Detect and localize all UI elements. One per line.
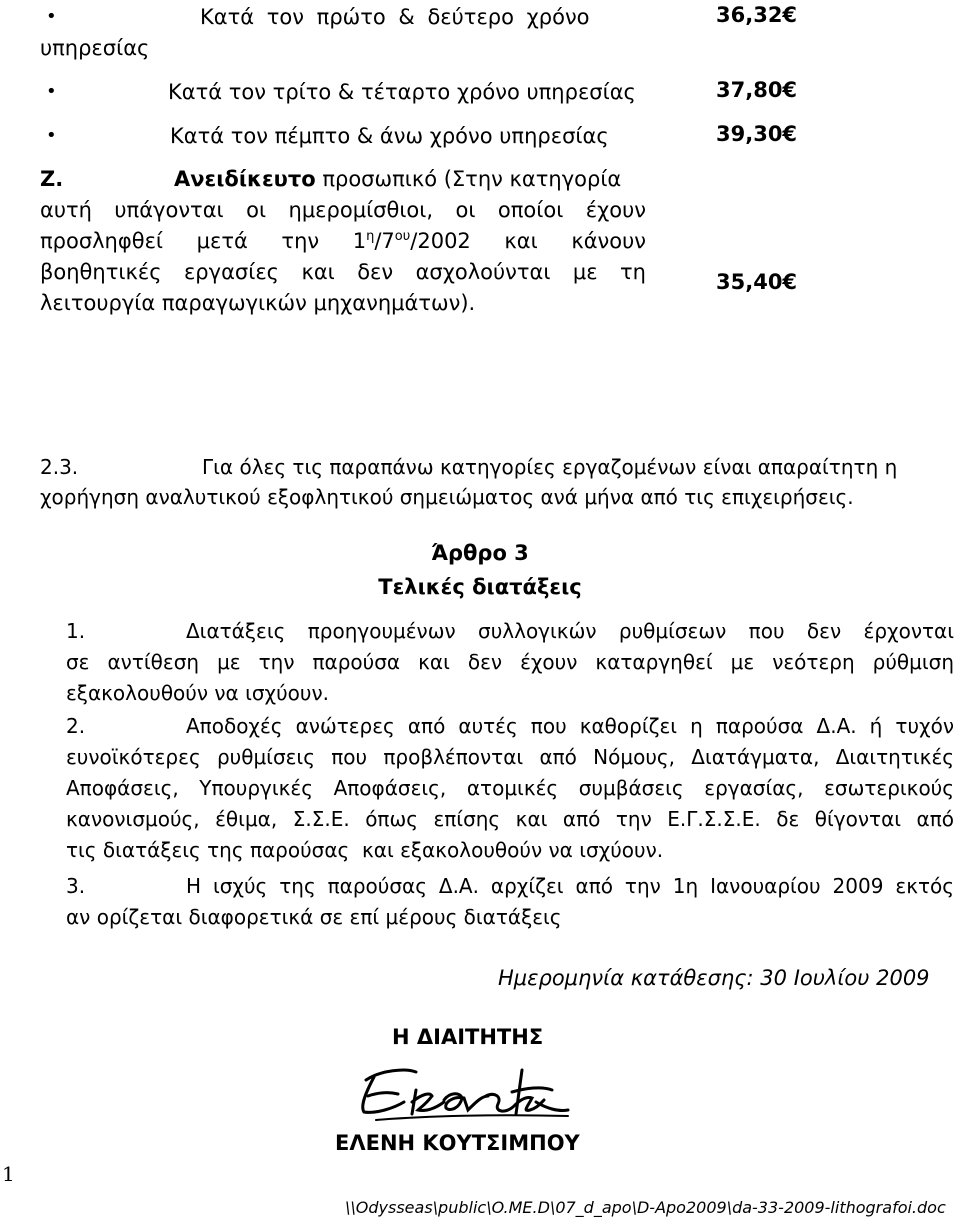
bullet-rate-1: • — [46, 6, 57, 27]
rate-1-label-line1: Κατά τον πρώτο & δεύτερο χρόνο — [200, 5, 590, 29]
category-z-line5: λειτουργία παραγωγικών μηχανημάτων). — [40, 291, 476, 315]
category-z-line1-rest: προσωπικό (Στην κατηγορία — [322, 167, 622, 191]
provision-2 — [66, 711, 954, 866]
category-z-line3-mid: /7 — [374, 229, 395, 253]
bullet-rate-3: • — [46, 125, 57, 146]
section-2-3-number: 2.3. — [40, 455, 79, 479]
category-z-line2: αυτή υπάγονται οι ημερομίσθιοι, οι οποίοι έχουν — [40, 198, 646, 222]
provision-3-number: 3. — [66, 874, 86, 898]
article-subheading: Τελικές διατάξεις — [378, 575, 582, 599]
category-z-line3 — [40, 226, 646, 257]
provision-3-line2: αν ορίζεται διαφορετικά σε επί μέρους διατάξεις — [66, 905, 562, 929]
provision-1-line1: Διατάξεις προηγουμένων συλλογικών ρυθμίσεων που δεν έρχονται — [186, 619, 954, 643]
category-z-line1 — [174, 164, 621, 195]
section-2-3 — [40, 452, 954, 512]
signatory-name: ΕΛΕΝΗ ΚΟΥΤΣΙΜΠΟΥ — [335, 1131, 580, 1155]
rate-1-amount: 36,32€ — [716, 3, 798, 27]
page-number: 1 — [2, 1162, 15, 1186]
provision-1 — [66, 616, 954, 709]
category-z-title: Ανειδίκευτο — [174, 167, 316, 191]
bullet-rate-2: • — [46, 81, 57, 102]
rate-3-label: Κατά τον πέμπτο & άνω χρόνο υπηρεσίας — [170, 124, 609, 148]
category-z-line3-pre: προσληφθεί μετά την 1 — [40, 229, 367, 253]
rate-1-label-line2: υπηρεσίας — [40, 36, 150, 60]
rate-2-label: Κατά τον τρίτο & τέταρτο χρόνο υπηρεσίας — [168, 80, 636, 104]
article-heading: Άρθρο 3 — [431, 541, 529, 565]
footer-file-path: \\Odysseas\public\O.ME.D\07_d_apo\D-Apo2009\da-33-2009-lithografoi.doc — [345, 1198, 946, 1217]
provision-2-line1: Αποδοχές ανώτερες από αυτές που καθορίζει η παρούσα Δ.Α. ή τυχόν — [186, 714, 954, 738]
provision-2-number: 2. — [66, 714, 86, 738]
provision-3-line1: Η ισχύς της παρούσας Δ.Α. αρχίζει από την 1η Ιανουαρίου 2009 εκτός — [186, 874, 954, 898]
provision-1-line3: εξακολουθούν να ισχύουν. — [66, 681, 330, 705]
signatory-role: Η ΔΙΑΙΤΗΤΗΣ — [392, 1025, 544, 1049]
handwritten-signature — [346, 1062, 576, 1132]
category-z-line4: βοηθητικές εργασίες και δεν ασχολούνται με τη — [40, 260, 646, 284]
provision-2-line4: κανονισμούς, έθιμα, Σ.Σ.Ε. όπως επίσης και από την Ε.Γ.Σ.Σ.Ε. δε θίγονται από — [66, 807, 954, 831]
provision-1-number: 1. — [66, 619, 86, 643]
rate-2-amount: 37,80€ — [716, 78, 798, 102]
provision-3 — [66, 871, 954, 933]
category-z-sup1: η — [366, 229, 375, 244]
category-z-amount: 35,40€ — [716, 270, 798, 294]
provision-2-line3: Αποφάσεις, Υπουργικές Αποφάσεις, ατομικές συμβάσεις εργασίας, εσωτερικούς — [66, 776, 954, 800]
category-z-line3-post: /2002 και κάνουν — [410, 229, 647, 253]
rate-3-amount: 39,30€ — [716, 122, 798, 146]
category-z-letter: Ζ. — [40, 167, 64, 191]
section-2-3-line1: Για όλες τις παραπάνω κατηγορίες εργαζομένων είναι απαραίτητη η — [202, 455, 898, 479]
provision-2-line5: τις διατάξεις της παρούσας και εξακολουθούν να ισχύουν. — [66, 838, 664, 862]
category-z-block — [40, 164, 646, 319]
provision-1-line2: σε αντίθεση με την παρούσα και δεν έχουν καταργηθεί με νεότερη ρύθμιση — [66, 650, 954, 674]
category-z-sup2: ου — [394, 229, 411, 244]
provision-2-line2: ευνοϊκότερες ρυθμίσεις που προβλέπονται από Νόμους, Διατάγματα, Διαιτητικές — [66, 745, 954, 769]
section-2-3-line2: χορήγηση αναλυτικού εξοφλητικού σημειώματος ανά μήνα από τις επιχειρήσεις. — [40, 485, 854, 509]
filing-date: Ημερομηνία κατάθεσης: 30 Ιουλίου 2009 — [498, 966, 930, 990]
